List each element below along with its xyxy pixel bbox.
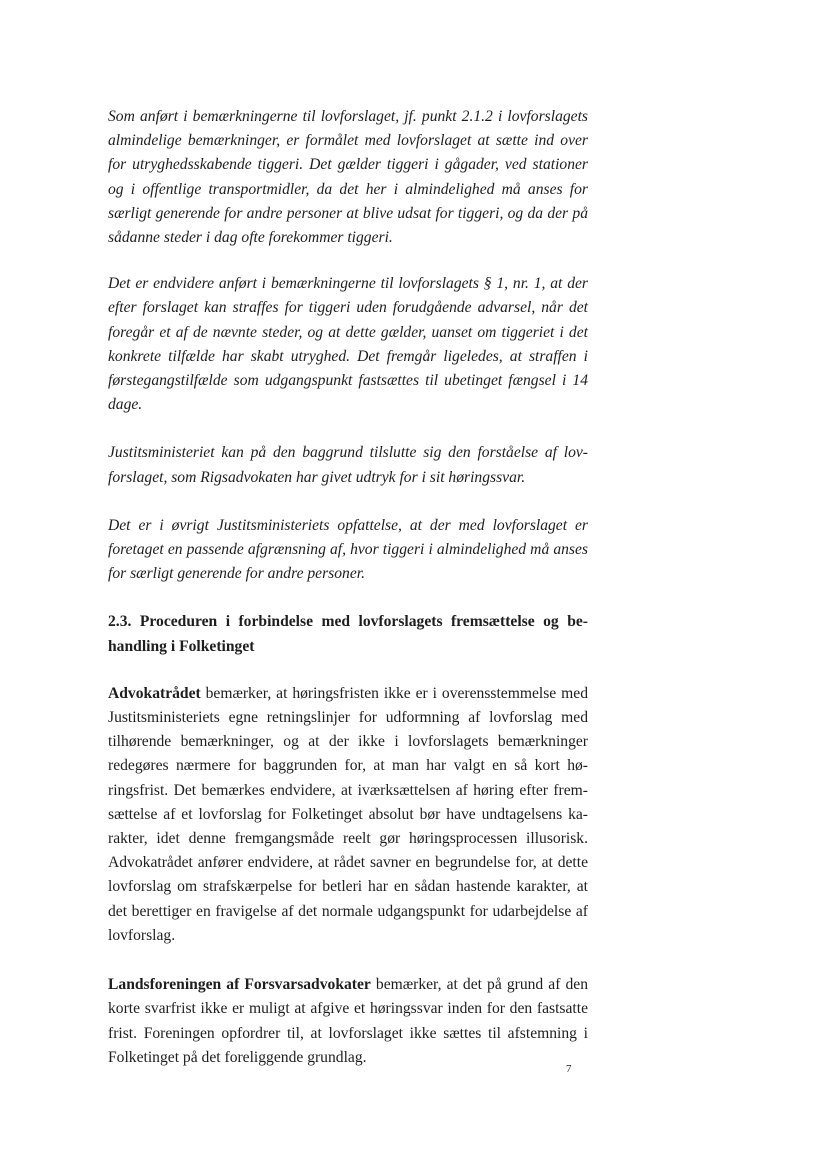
- section-heading: 2.3. Proceduren i forbindelse med lovforslagets fremsættelse og behandling i Folketinget: [108, 613, 588, 655]
- paragraph-text: bemærker, at høringsfristen ikke er i overensstemmelse med Justitsministeriets egne retningslinjer for udformning af lovforslag med tilhørende bemærkninger, og at der ikke i lovforslagets bemærkninger redegøres nærmere for baggrunden for, at man har valgt en så kort høringsfrist. Det bemærkes endvidere, at iværksættelsen af høring efter fremsættelse af et lovforslag for Folketinget absolut bør have undtagelsens karakter, idet denne fremgangsmåde reelt gør høringsprocessen illusorisk. Advokatrådet anfører endvidere, at rådet savner en begrundelse for, at dette lovforslag om strafskærpelse for betleri har en sådan hastende karakter, at det berettiger en fravigelse af det normale udgangspunkt for udarbejdelse af lovforslag.: [108, 684, 588, 944]
- paragraph-ministry-agreement: Justitsministeriet kan på den baggrund tilslutte sig den forståelse af lovforslaget, som Rigsadvokaten har givet udtryk for i sit høringssvar.: [108, 444, 588, 486]
- paragraph-ministry-opinion: Det er i øvrigt Justitsministeriets opfattelse, at der med lovforslaget er foretaget en passende afgrænsning af, hvor tiggeri i almindelighed må anses for særligt generende for andre personer.: [108, 516, 588, 583]
- paragraph-text: bemærker, at det på grund af den korte svarfrist ikke er muligt at afgive et høringssvar inden for den fastsatte frist. Foreningen opfordrer til, at lovforslaget ikke sættes til afstemning i Folketinget på det foreliggende grundlag.: [108, 976, 588, 1066]
- paragraph-penalty: Det er endvidere anført i bemærkningerne til lovforslagets § 1, nr. 1, at der efter forslaget kan straffes for tiggeri uden forudgående advarsel, når det foregår et af de nævnte steder, og at dette gælder, uanset om tiggeriet i det konkrete tilfælde har skabt utryghed. Det fremgår ligeledes, at straffen i førstegangstilfælde som udgangspunkt fastsættes til ubetinget fængsel i 14 dage.: [108, 275, 588, 414]
- organization-name: Advokatrådet: [108, 684, 201, 702]
- organization-name: Landsforeningen af Forsvarsadvokater: [108, 976, 371, 994]
- paragraph-purpose: Som anført i bemærkningerne til lovforslaget, jf. punkt 2.1.2 i lovforslagets almindelige bemærkninger, er formålet med lovforslaget at sætte ind over for utryghedsskabende tiggeri. Det gælder tiggeri i gågader, ved stationer og i offentlige transportmidler, da det her i almindelighed må anses for særligt generende for andre personer at blive udsat for tiggeri, og da der på sådanne steder i dag ofte forekommer tiggeri.: [108, 108, 588, 247]
- paragraph-advokatraadet: [108, 682, 588, 948]
- page-number: 7: [566, 1063, 572, 1075]
- paragraph-forsvarsadvokater: [108, 973, 588, 1070]
- page-body: [108, 98, 588, 1070]
